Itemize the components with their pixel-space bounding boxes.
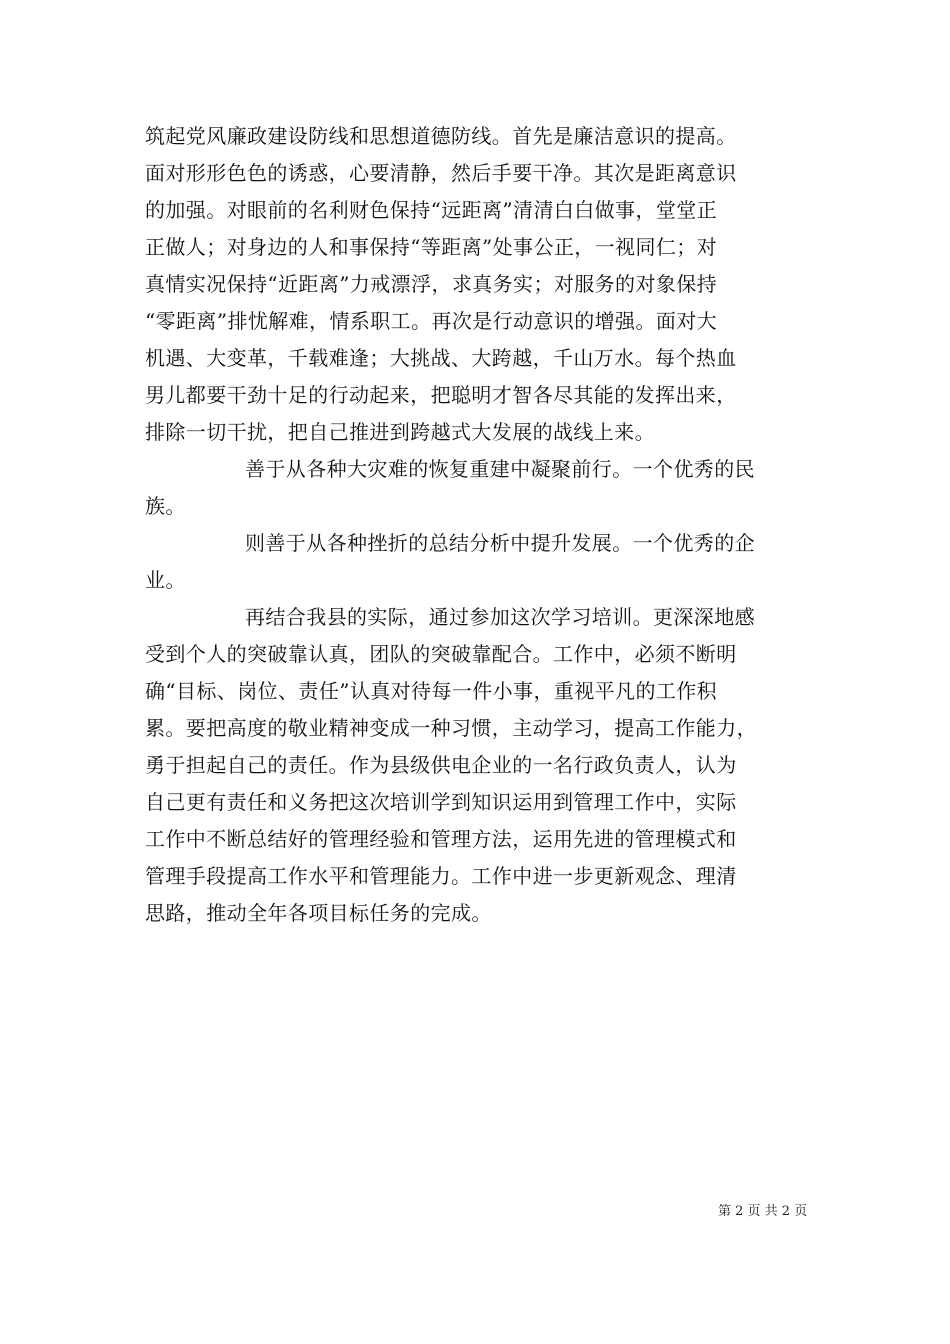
- text-line: 男儿都要干劲十足的行动起来，把聪明才智各尽其能的发挥出来，: [145, 383, 737, 407]
- text-line: 族。: [145, 494, 186, 518]
- text-line: 工作中不断总结好的管理经验和管理方法，运用先进的管理模式和: [145, 827, 737, 851]
- text-line: 筑起党风廉政建设防线和思想道德防线。首先是廉洁意识的提高。: [145, 124, 737, 148]
- text-line: 累。要把高度的敬业精神变成一种习惯，主动学习，提高工作能力，: [145, 716, 757, 740]
- text-line: 真情实况保持“近距离”力戒漂浮，求真务实；对服务的对象保持: [145, 272, 718, 296]
- text-line: 受到个人的突破靠认真，团队的突破靠配合。工作中，必须不断明: [145, 642, 737, 666]
- text-line: 业。: [145, 568, 186, 592]
- paragraph-first-line: 则善于从各种挫折的总结分析中提升发展。一个优秀的企: [245, 531, 755, 555]
- text-line: 面对形形色色的诱惑，心要清静，然后手要干净。其次是距离意识: [145, 161, 737, 185]
- paragraph-first-line: 善于从各种大灾难的恢复重建中凝聚前行。一个优秀的民: [245, 457, 755, 481]
- text-line: 正做人；对身边的人和事保持“等距离”处事公正，一视同仁；对: [145, 235, 718, 259]
- text-line: “零距离”排忧解难，情系职工。再次是行动意识的增强。面对大: [145, 309, 718, 333]
- text-line: 思路，推动全年各项目标任务的完成。: [145, 901, 492, 925]
- text-line: 勇于担起自己的责任。作为县级供电企业的一名行政负责人，认为: [145, 753, 737, 777]
- text-line: 确“目标、岗位、责任”认真对待每一件小事，重视平凡的工作积: [145, 679, 718, 703]
- text-line: 管理手段提高工作水平和管理能力。工作中进一步更新观念、理清: [145, 864, 737, 888]
- body-text: [145, 118, 825, 932]
- page-number-footer: 第 2 页 共 2 页: [718, 1204, 808, 1219]
- paragraph-first-line: 再结合我县的实际，通过参加这次学习培训。更深深地感: [245, 605, 755, 629]
- text-line: 排除一切干扰，把自己推进到跨越式大发展的战线上来。: [145, 420, 655, 444]
- text-line: 机遇、大变革，千载难逢；大挑战、大跨越，千山万水。每个热血: [145, 346, 737, 370]
- text-line: 的加强。对眼前的名利财色保持“远距离”清清白白做事，堂堂正: [145, 198, 718, 222]
- text-line: 自己更有责任和义务把这次培训学到知识运用到管理工作中，实际: [145, 790, 737, 814]
